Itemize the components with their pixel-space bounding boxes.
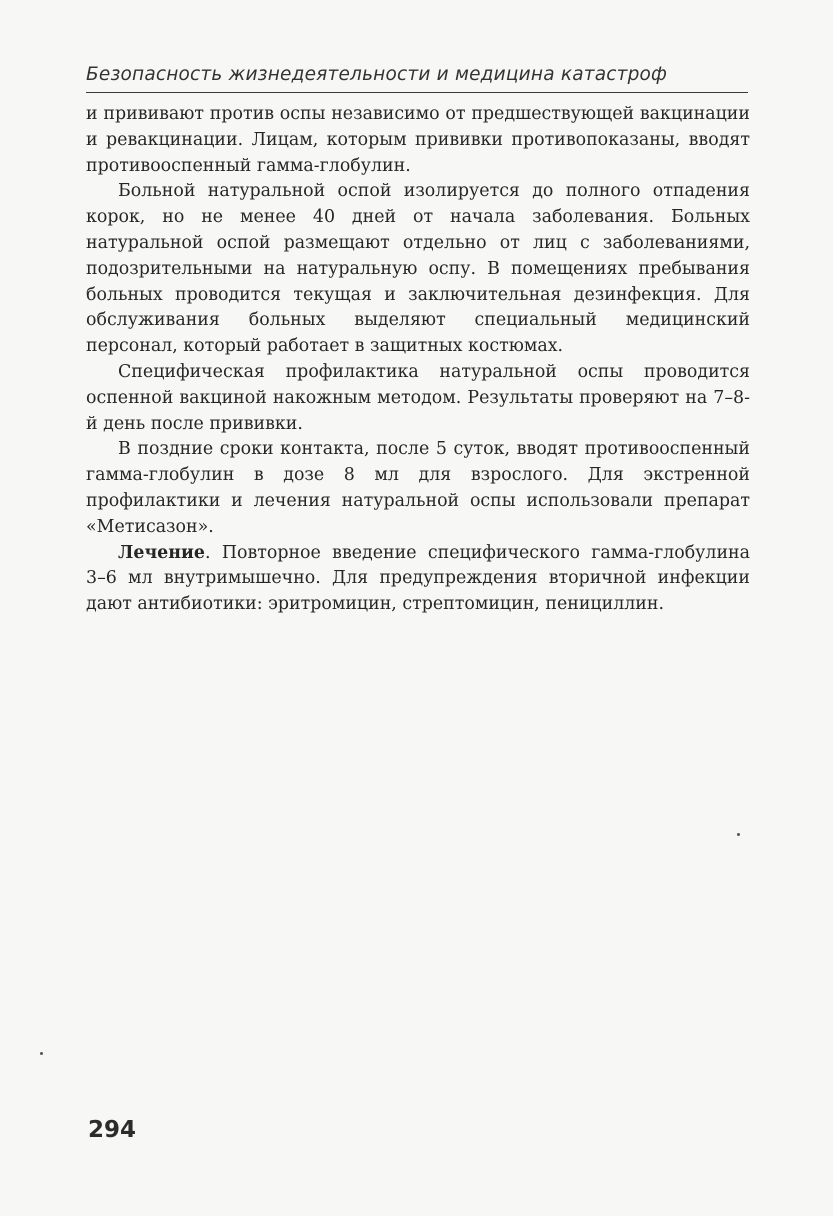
body-text [86, 102, 750, 618]
paragraph-prophylaxis [86, 360, 750, 437]
paragraph-lead-term: Лечение [118, 542, 205, 563]
scan-speck [737, 833, 740, 836]
paragraph-text: Специфическая профилактика натуральной оспы проводится оспенной вакциной накожным методом. Результаты проверяют на 7–8-й день после прививки. [86, 361, 750, 434]
paragraph-late-contact [86, 437, 750, 540]
scan-speck [40, 1052, 43, 1055]
running-header [86, 60, 748, 93]
running-header-title: Безопасность жизнедеятельности и медицина катастроф [86, 64, 668, 85]
paragraph-isolation [86, 179, 750, 360]
paragraph-treatment [86, 541, 750, 618]
paragraph-text: В поздние сроки контакта, после 5 суток, вводят противооспенный гамма-глобулин в дозе 8 мл для взрослого. Для экстренной профилактики и лечения натуральной оспы использовали препарат «Метисазон». [86, 439, 750, 537]
paragraph-text: . Повторное введение специфического гамма-глобулина 3–6 мл внутримышечно. Для предупреждения вторичной инфекции дают антибиотики: эритромицин, стрептомицин, пенициллин. [86, 542, 750, 615]
page-number: 294 [88, 1117, 137, 1143]
paragraph-text: и прививают против оспы независимо от предшествующей вакцинации и ревакцинации. Лицам, которым прививки противопоказаны, вводят противооспенный гамма-глобулин. [86, 104, 750, 176]
paragraph-continuation [86, 102, 750, 179]
paragraph-text: Больной натуральной оспой изолируется до полного отпадения корок, но не менее 40 дней от начала заболевания. Больных натуральной оспой размещают отдельно от лиц с заболеваниями, подозрительными на натуральную оспу. В помещениях пребывания больных проводится текущая и заключительная дезинфекция. Для обслуживания больных выделяют специальный медицинский персонал, который работает в защитных костюмах. [86, 181, 750, 357]
